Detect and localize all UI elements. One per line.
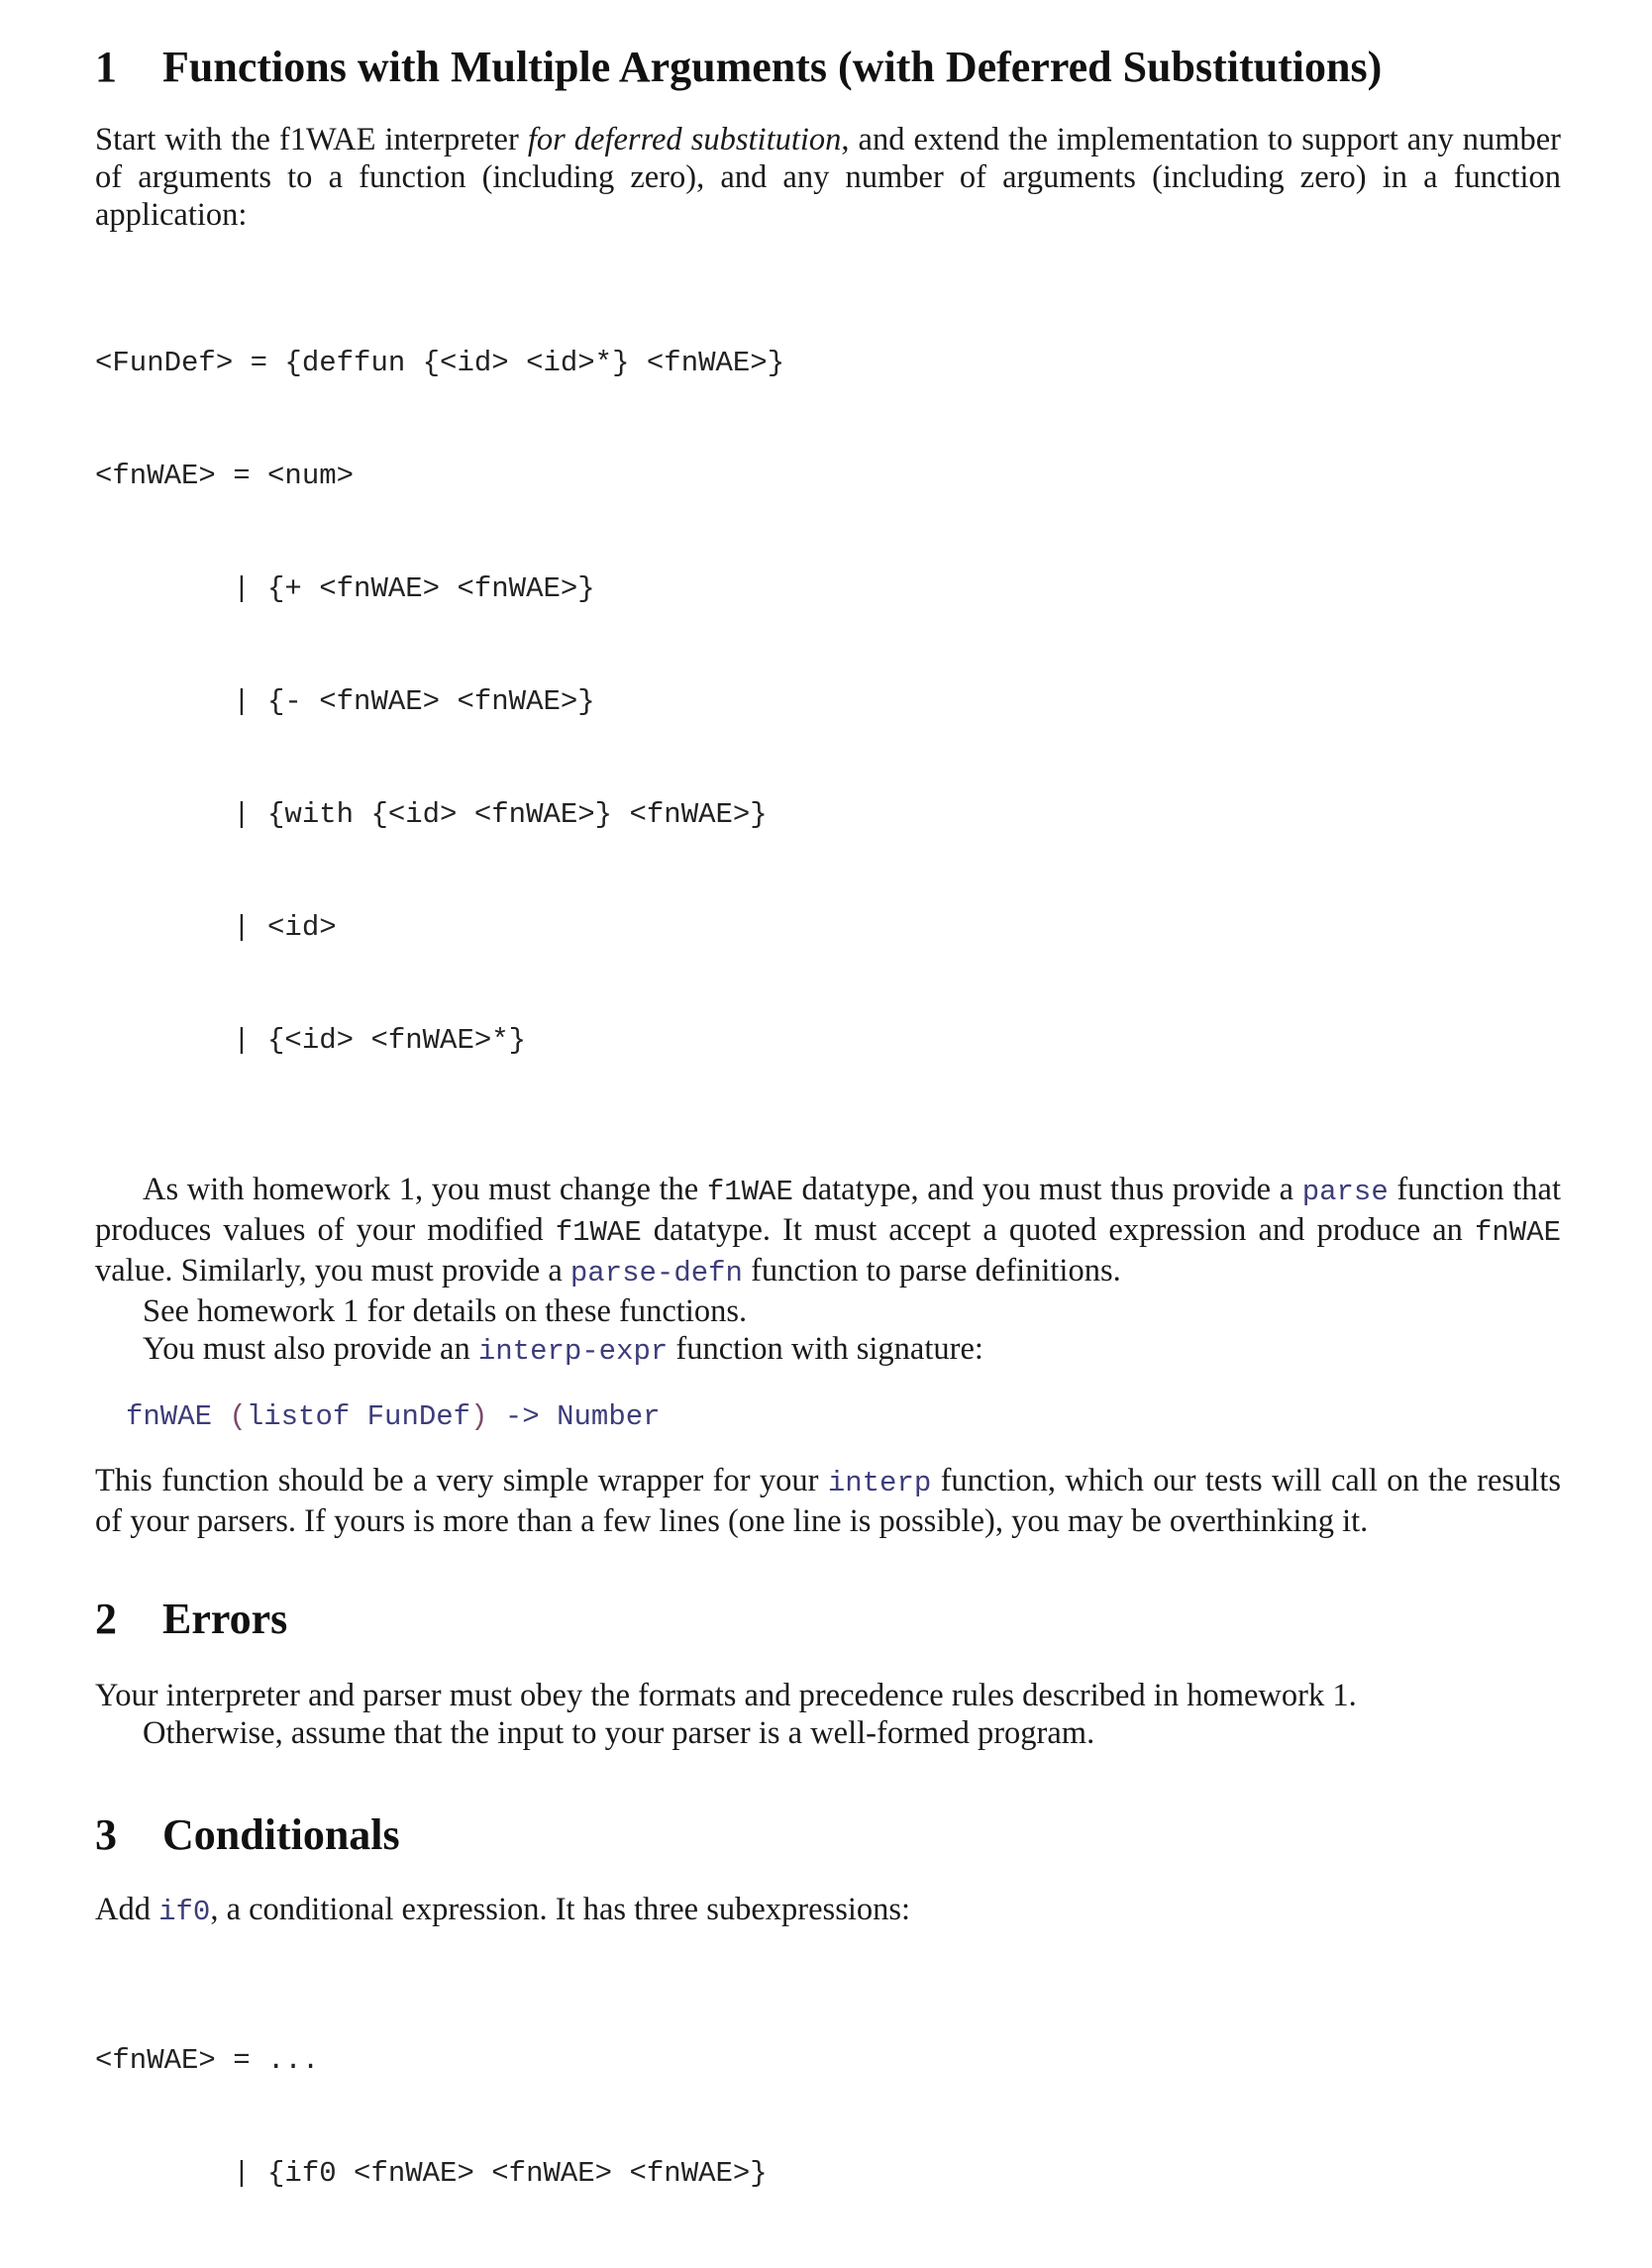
section-2-paragraph-1: Your interpreter and parser must obey the formats and precedence rules described in homework 1. [95,1678,1357,1713]
intro-text-2: , and extend the implementation to support any number of arguments to a function (including zero), and any number of arguments (including zero) in a function application: [95,122,1561,233]
para-text: datatype. It must accept a quoted expression and produce an [641,1212,1475,1248]
grammar-line: | {<id> <fnWAE>*} [95,1024,527,1057]
para-text: Add [95,1892,159,1927]
code-f1wae: f1WAE [706,1176,793,1208]
grammar-block-1 [95,269,1561,1135]
para-text: function that produces values of your modified [95,1172,1561,1248]
section-3-heading [95,1807,1561,1863]
interp-expr-signature [95,1398,1561,1436]
section-2-title: Errors [162,1595,288,1643]
para-text: You must also provide an [143,1331,478,1367]
grammar-line: | {if0 <fnWAE> <fnWAE> <fnWAE>} [95,2157,768,2190]
code-parse-link[interactable]: parse [1301,1176,1389,1208]
section-3-title: Conditionals [162,1810,400,1859]
grammar-block-3 [95,1967,1561,2268]
code-if0-link[interactable]: if0 [158,1896,211,1928]
code-interp-expr-link[interactable]: interp-expr [477,1335,669,1368]
grammar-line: <FunDef> = {deffun {<id> <id>*} <fnWAE>} [95,347,785,379]
para-text: value. Similarly, you must provide a [95,1253,570,1289]
section-3-paragraph-1 [95,1891,1561,1931]
document-page [95,40,1561,2268]
section-1-paragraph-3 [95,1330,1561,1371]
section-1-heading [95,40,1561,95]
para-text: , a conditional expression. It has three subexpressions: [210,1892,911,1927]
grammar-line: | {with {<id> <fnWAE>} <fnWAE>} [95,798,768,831]
section-1-title: Functions with Multiple Arguments (with Deferred Substitutions) [162,43,1383,91]
grammar-line: | <id> [95,911,337,944]
section-1-paragraph-4 [95,1462,1561,1540]
section-1-paragraph-2: See homework 1 for details on these functions. [143,1293,748,1329]
sig-arrow: -> [504,1400,540,1433]
section-1-number: 1 [95,43,117,91]
para-text: datatype, and you must thus provide a [792,1172,1302,1207]
para-text: function with signature: [668,1331,983,1367]
grammar-line: | {+ <fnWAE> <fnWAE>} [95,572,595,605]
section-2-heading [95,1592,1561,1647]
code-parse-defn-link[interactable]: parse-defn [569,1257,743,1289]
sig-arg-type[interactable]: fnWAE [126,1400,213,1433]
sig-close-paren: ) [470,1400,488,1433]
section-2-paragraph-2: Otherwise, assume that the input to your parser is a well-formed program. [143,1715,1095,1751]
section-1-paragraph-1 [95,1171,1561,1292]
para-text: function, which our tests will call on the results of your parsers. If yours is more than a few lines (one line is possible), you may be overthinking it. [95,1463,1561,1539]
code-interp-link[interactable]: interp [827,1467,932,1499]
sig-return-type[interactable]: Number [557,1400,661,1433]
section-1-intro [95,121,1561,234]
para-text: This function should be a very simple wrapper for your [95,1463,828,1498]
intro-text-1: Start with the f1WAE interpreter [95,122,528,157]
para-text: As with homework 1, you must change the [143,1172,707,1207]
section-2-number: 2 [95,1595,117,1643]
grammar-line: <fnWAE> = <num> [95,460,355,492]
para-text: function to parse definitions. [742,1253,1121,1289]
grammar-line: | {- <fnWAE> <fnWAE>} [95,685,595,718]
grammar-line: <fnWAE> = ... [95,2044,320,2077]
sig-open-paren: ( [229,1400,247,1433]
code-f1wae: f1WAE [555,1216,642,1249]
code-fnwae: fnWAE [1474,1216,1561,1249]
section-3-number: 3 [95,1810,117,1859]
intro-emphasis: for deferred substitution [527,122,842,157]
sig-listof-type[interactable]: listof FunDef [246,1400,471,1433]
